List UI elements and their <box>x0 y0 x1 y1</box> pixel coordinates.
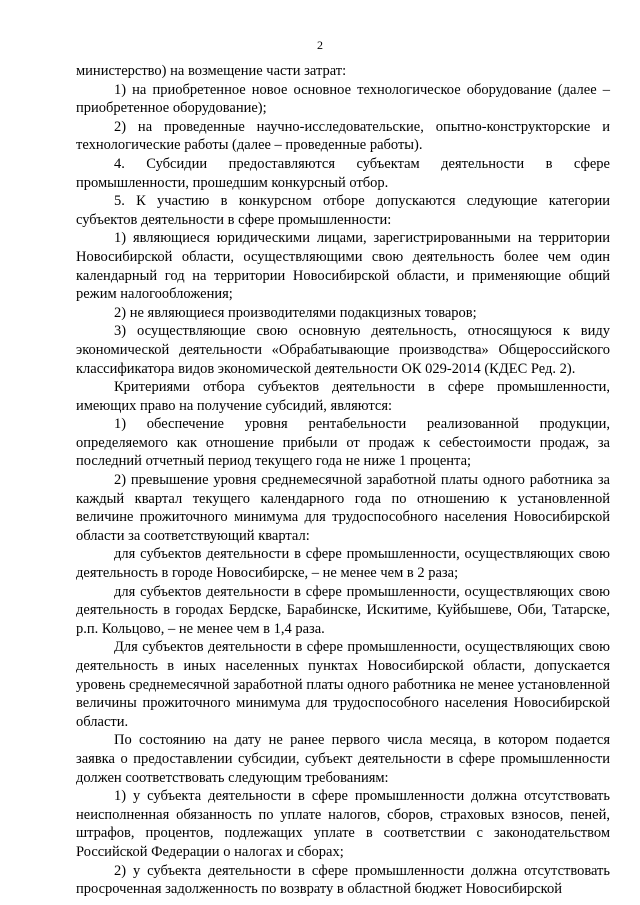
paragraph-category-2: 2) не являющиеся производителями подакцизных товаров; <box>114 304 477 321</box>
paragraph-continuation: министерство) на возмещение части затрат: <box>76 63 347 79</box>
paragraph-category-1: 1) являющиеся юридическими лицами, зарегистрированными на территории Новосибирской области, осуществляющими свою деятельность более чем один календарный год на территории Новосибирской области, и применяющие общий режим налогообложения; <box>76 230 610 303</box>
paragraph-criterion-2: 2) превышение уровня среднемесячной заработной платы одного работника за каждый квартал текущего календарного года по отношению к установленной величине прожиточного минимума для трудоспособного населения Новосибирской области за соответствующий квартал: <box>76 472 610 544</box>
paragraph-clause-5: 5. К участию в конкурсном отборе допускаются следующие категории субъектов деятельности в сфере промышленности: <box>76 193 610 228</box>
paragraph-item-equipment: 1) на приобретенное новое основное технологическое оборудование (далее – приобретенное оборудование); <box>76 81 610 117</box>
paragraph-requirement-2: 2) у субъекта деятельности в сфере промышленности должна отсутствовать просроченная задолженность по возврату в областной бюджет Новосибирской <box>76 862 610 898</box>
paragraph-clause-4: 4. Субсидии предоставляются субъектам деятельности в сфере промышленности, прошедшим конкурсный отбор. <box>76 155 610 191</box>
paragraph-other-cities: для субъектов деятельности в сфере промышленности, осуществляющих свою деятельность в городах Бердске, Барабинске, Искитиме, Куйбышеве, Оби, Татарске, р.п. Кольцово, – не менее чем в 1,4 раза. <box>76 583 610 637</box>
paragraph-category-3: 3) осуществляющие свою основную деятельность, относящуюся к виду экономической деятельности «Обрабатывающие производства» Общероссийского классификатора видов экономической деятельности ОК 029-2014 (КДЕС Ред. 2). <box>76 323 610 377</box>
paragraph-other-settlements: Для субъектов деятельности в сфере промышленности, осуществляющих свою деятельность в иных населенных пунктах Новосибирской области, допускается уровень среднемесячной заработной платы одного работника не менее установленной величины прожиточного минимума для трудоспособного населения Новосибирской области. <box>76 639 610 730</box>
paragraph-item-research-works: 2) на проведенные научно-исследовательские, опытно-конструкторские и технологические работы (далее – проведенные работы). <box>76 118 610 154</box>
document-body <box>76 62 610 899</box>
paragraph-criterion-1: 1) обеспечение уровня рентабельности реализованной продукции, определяемого как отношение прибыли от продаж к себестоимости продаж, за последний отчетный период текущего года не ниже 1 процента; <box>76 416 610 470</box>
paragraph-requirement-1: 1) у субъекта деятельности в сфере промышленности должна отсутствовать неисполненная обязанность по уплате налогов, сборов, страховых взносов, пеней, штрафов, процентов, подлежащих уплате в соответствии с законодательством Российской Федерации о налогах и сборах; <box>76 788 610 860</box>
page-number: 2 <box>317 38 323 52</box>
paragraph-criteria-intro: Критериями отбора субъектов деятельности в сфере промышленности, имеющих право на получение субсидий, являются: <box>76 379 610 414</box>
paragraph-requirements-intro: По состоянию на дату не ранее первого числа месяца, в котором подается заявка о предоставлении субсидии, субъект деятельности в сфере промышленности должен соответствовать следующим требованиям: <box>76 732 610 786</box>
paragraph-novosibirsk-city: для субъектов деятельности в сфере промышленности, осуществляющих свою деятельность в городе Новосибирске, – не менее чем в 2 раза; <box>76 546 610 582</box>
